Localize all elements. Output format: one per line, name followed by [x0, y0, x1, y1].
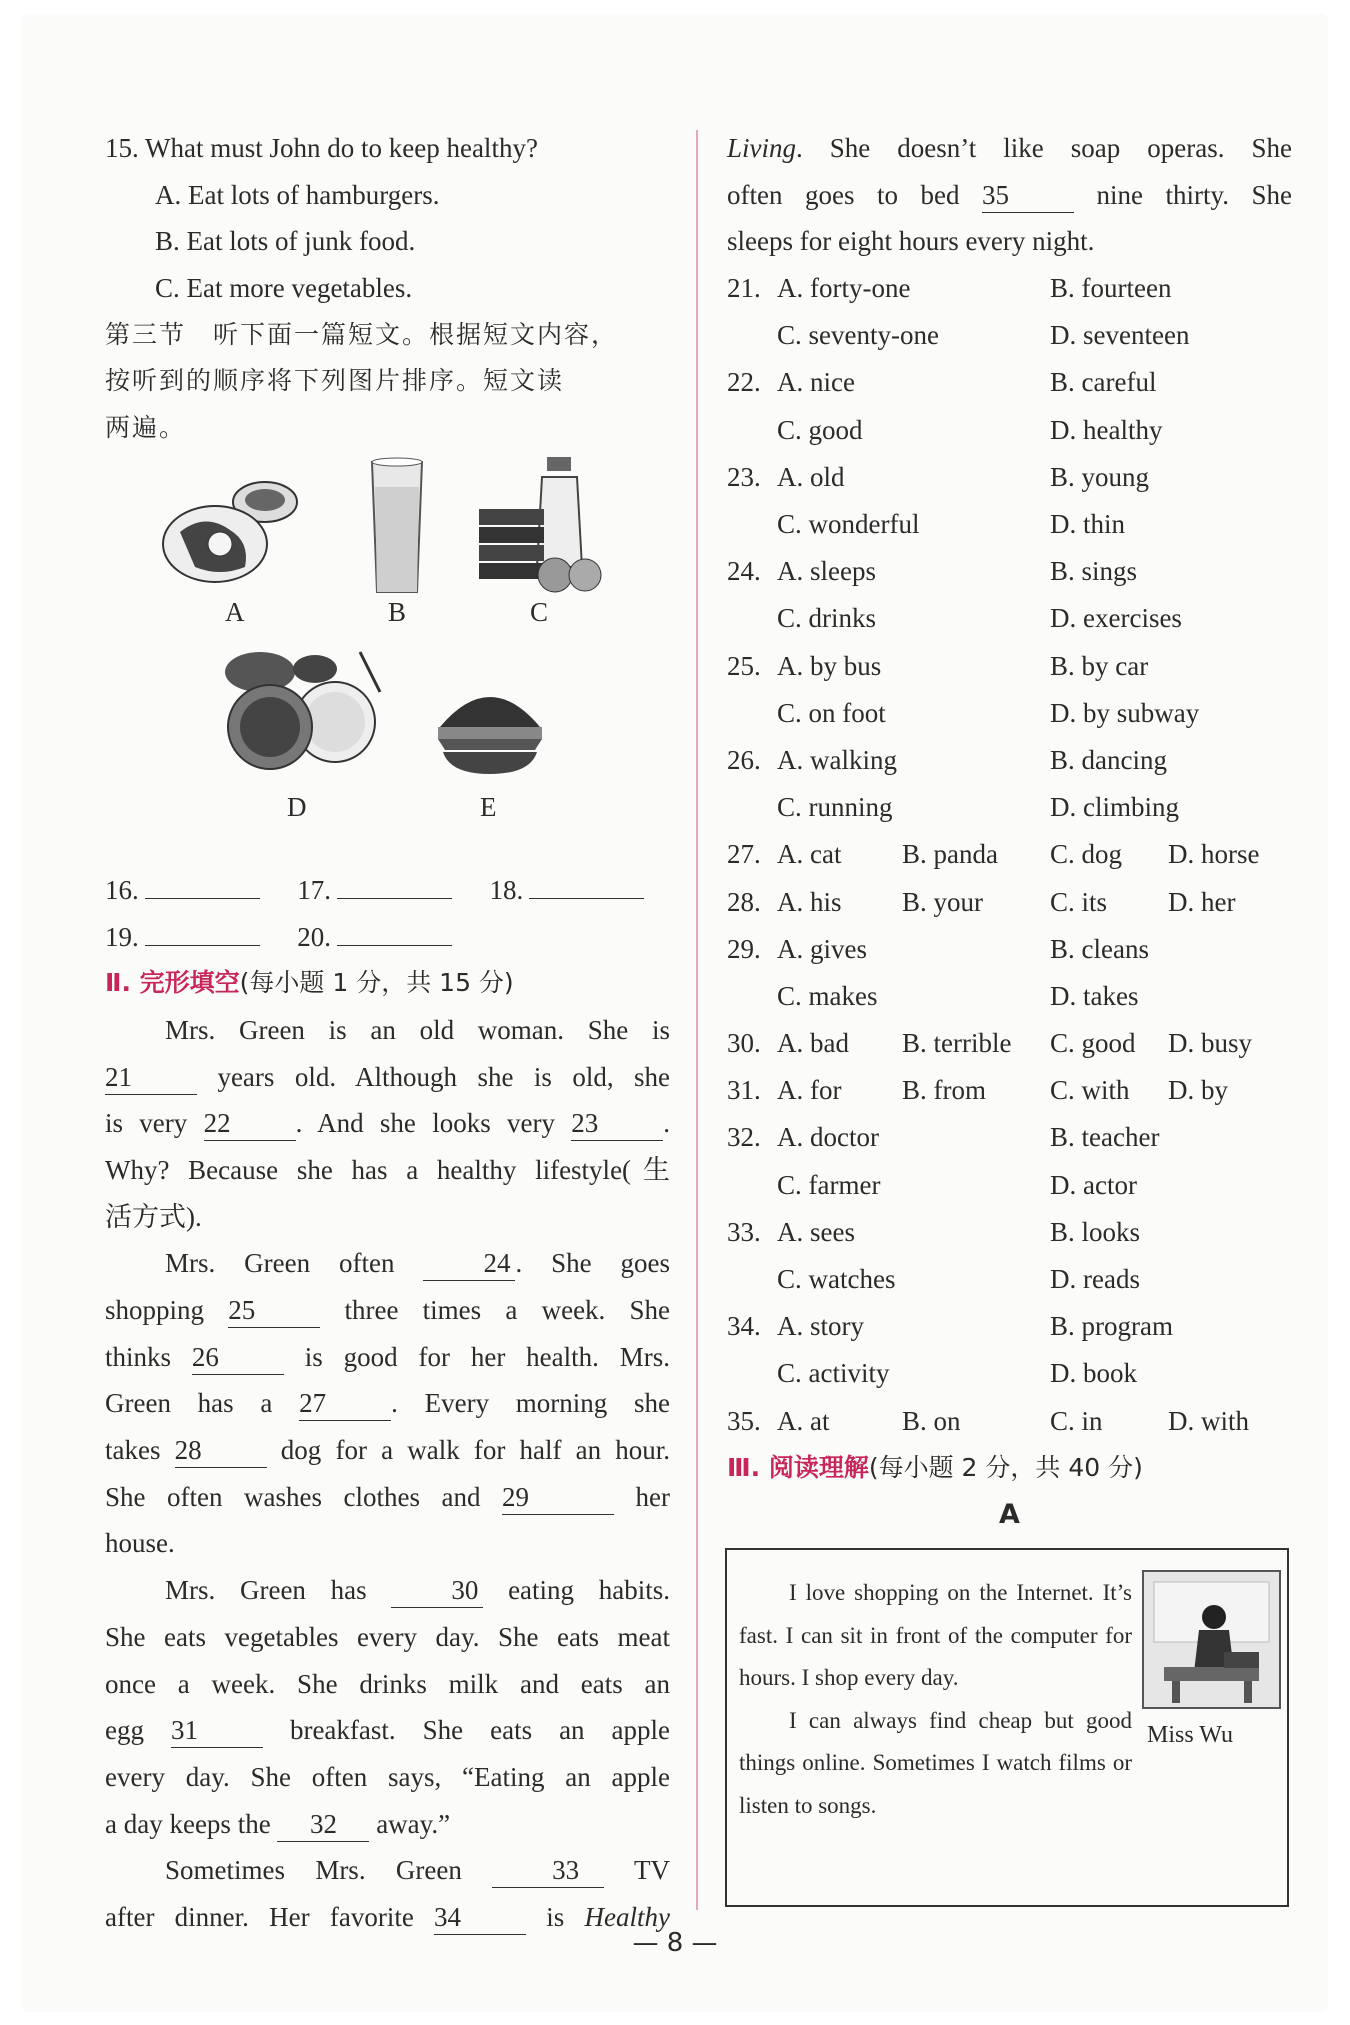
blank-29[interactable]: 29: [502, 1480, 614, 1515]
passage-line-17: every day. She often says, “Eating an apple: [105, 1761, 670, 1792]
blank-25[interactable]: 25: [228, 1293, 320, 1328]
reading-paragraph-2: I can always find cheap but good things online. Sometimes I watch films or listen to songs.: [739, 1707, 1132, 1818]
passage-text: .: [663, 1108, 671, 1139]
picture-set: [105, 452, 670, 867]
option-row-30: [727, 1020, 1292, 1067]
passage-text: thinks: [105, 1341, 172, 1372]
blank-33[interactable]: 33: [492, 1853, 604, 1888]
bread-bottle-eggs-picture: [477, 457, 602, 597]
passage-text: years old. Although she is old, she: [217, 1061, 670, 1092]
passage-text: breakfast. She eats an apple: [289, 1715, 671, 1746]
passage-line-10: [105, 1427, 670, 1474]
passage-text: three times a week. She: [344, 1295, 671, 1325]
option-d[interactable]: D. reads: [1050, 1264, 1140, 1294]
question-number: 28.: [727, 886, 761, 917]
option-a[interactable]: A. for: [777, 1075, 842, 1106]
q15-option-a: A. Eat lots of hamburgers.: [155, 179, 440, 210]
passage-text: takes: [105, 1435, 161, 1466]
option-a[interactable]: A. doctor: [777, 1122, 879, 1153]
option-c[interactable]: C. running: [777, 792, 893, 823]
option-b[interactable]: B. teacher: [1050, 1122, 1160, 1153]
passage-text: shopping: [105, 1295, 205, 1325]
photo-caption: Miss Wu: [1147, 1722, 1233, 1748]
option-d[interactable]: D. thin: [1050, 509, 1126, 539]
section3-line3: 两遍。: [105, 413, 187, 443]
reading-heading-note: (每小题 2 分，共 40 分): [868, 1452, 1143, 1482]
passage-line-8: [105, 1334, 670, 1381]
option-b[interactable]: B. careful: [1050, 367, 1157, 398]
answer-blank-20[interactable]: [337, 923, 452, 946]
option-a[interactable]: A. nice: [777, 367, 855, 398]
option-c[interactable]: C. farmer: [777, 1169, 881, 1200]
question-number: 31.: [727, 1075, 761, 1106]
passage-text: after dinner. Her favorite: [105, 1901, 414, 1932]
blank-24[interactable]: 24: [423, 1246, 515, 1281]
picture-label-a: A: [225, 596, 245, 627]
option-c[interactable]: C. good: [1050, 1028, 1136, 1059]
passage-line-3: [105, 1100, 670, 1147]
option-b[interactable]: B. cleans: [1050, 933, 1149, 964]
option-a[interactable]: A. walking: [777, 744, 897, 775]
option-a[interactable]: A. story: [777, 1311, 864, 1342]
option-d[interactable]: D. horse: [1168, 839, 1260, 870]
option-row-27: [727, 831, 1292, 878]
question-number: 34.: [727, 1311, 761, 1342]
passage-line-2: [105, 1054, 670, 1101]
option-c[interactable]: C. with: [1050, 1075, 1130, 1106]
passage-italic-text: Living: [727, 133, 797, 163]
passage-text: often goes to bed: [727, 179, 960, 210]
option-b[interactable]: B. by car: [1050, 650, 1149, 681]
option-d[interactable]: D. actor: [1050, 1169, 1137, 1200]
q15-stem: 15. What must John do to keep healthy?: [105, 133, 538, 163]
option-row-22-ab: [727, 359, 1292, 406]
vegetable-plates-picture: [160, 472, 300, 592]
passage-line-11: [105, 1474, 670, 1521]
passage-line-7: [105, 1287, 670, 1334]
passage-text: away.”: [376, 1808, 451, 1839]
passage-text: . She doesn’t like soap operas. She: [796, 133, 1292, 163]
option-c[interactable]: C. seventy-one: [777, 320, 939, 351]
option-c[interactable]: C. on foot: [777, 697, 886, 728]
option-row-34-ab: [727, 1303, 1292, 1350]
question-number: 21.: [727, 273, 761, 304]
blank-label-16: 16.: [105, 874, 139, 905]
answer-row-2: [105, 914, 670, 961]
passage-line-12: house.: [105, 1528, 175, 1559]
question-number: 29.: [727, 933, 761, 964]
section3-line2: 按听到的顺序将下列图片排序。短文读: [105, 366, 565, 396]
option-d[interactable]: D. exercises: [1050, 603, 1182, 634]
answer-blank-17[interactable]: [337, 876, 452, 899]
passage-text: is good for her health. Mrs.: [304, 1341, 671, 1372]
option-a[interactable]: A. old: [777, 461, 845, 492]
option-b[interactable]: B. young: [1050, 461, 1150, 492]
passage-cont-line-3: sleeps for eight hours every night.: [727, 226, 1095, 257]
blank-21[interactable]: 21: [105, 1060, 197, 1095]
option-a[interactable]: A. at: [777, 1405, 830, 1436]
option-c[interactable]: C. dog: [1050, 839, 1123, 870]
option-d[interactable]: D. takes: [1050, 980, 1139, 1011]
column-divider: [696, 130, 698, 1910]
passage-line-4: Why? Because she has a healthy lifestyle(生: [105, 1154, 670, 1185]
blank-30[interactable]: 30: [391, 1573, 483, 1608]
passage-text: nine thirty. She: [1096, 179, 1293, 210]
cloze-heading: [105, 960, 670, 1007]
passage-text: . Every morning she: [391, 1388, 671, 1419]
passage-cont-line-1: [727, 125, 1292, 172]
option-b[interactable]: B. from: [902, 1075, 986, 1106]
question-number: 33.: [727, 1216, 761, 1247]
blank-label-20: 20.: [297, 921, 331, 952]
picture-label-c: C: [530, 596, 549, 627]
option-row-21-cd: [727, 312, 1292, 359]
blank-32[interactable]: 32: [277, 1807, 369, 1842]
passage-line-16: [105, 1707, 670, 1754]
blank-23[interactable]: 23: [571, 1106, 663, 1141]
option-d[interactable]: D. by subway: [1050, 697, 1200, 728]
option-c[interactable]: C. drinks: [777, 603, 877, 634]
option-c[interactable]: C. good: [777, 414, 863, 445]
option-row-23-cd: [727, 501, 1292, 548]
hamburger-picture: [435, 682, 545, 777]
question-number: 25.: [727, 650, 761, 681]
milk-glass-picture: [367, 457, 427, 597]
option-row-32-ab: [727, 1114, 1292, 1161]
question-number: 24.: [727, 556, 761, 587]
option-d[interactable]: D. climbing: [1050, 792, 1179, 823]
passage-text: egg: [105, 1715, 144, 1746]
option-d[interactable]: D. with: [1168, 1405, 1249, 1436]
option-row-32-cd: [727, 1162, 1292, 1209]
blank-22[interactable]: 22: [204, 1106, 296, 1141]
option-a[interactable]: A. forty-one: [777, 273, 911, 304]
passage-text: is very: [105, 1108, 188, 1139]
blank-28[interactable]: 28: [175, 1433, 267, 1468]
passage-italic-text: Healthy: [584, 1901, 671, 1932]
blank-27[interactable]: 27: [299, 1386, 391, 1421]
option-row-24-cd: [727, 595, 1292, 642]
answer-row-1: [105, 867, 670, 914]
cloze-heading-title: Ⅱ. 完形填空: [105, 968, 240, 998]
page-number: — 8 —: [632, 1928, 718, 1958]
option-row-24-ab: [727, 548, 1292, 595]
blank-26[interactable]: 26: [192, 1340, 284, 1375]
passage-text: TV: [634, 1855, 671, 1886]
passage-line-18: [105, 1801, 670, 1848]
reading-passage-box: [725, 1548, 1289, 1907]
passage-text: eating habits.: [508, 1575, 671, 1606]
picture-label-b: B: [388, 596, 407, 627]
option-d[interactable]: D. by: [1168, 1075, 1228, 1106]
blank-label-18: 18.: [489, 874, 524, 905]
passage-text: Sometimes Mrs. Green: [165, 1855, 462, 1886]
picture-label-d: D: [287, 791, 307, 822]
option-a[interactable]: A. gives: [777, 933, 867, 964]
option-c[interactable]: C. in: [1050, 1405, 1103, 1436]
question-number: 27.: [727, 839, 761, 870]
option-a[interactable]: A. sees: [777, 1216, 855, 1247]
passage-line-1: Mrs. Green is an old woman. She is: [165, 1014, 670, 1045]
option-d[interactable]: D. healthy: [1050, 414, 1163, 445]
option-row-26-cd: [727, 784, 1292, 831]
question-number: 23.: [727, 461, 761, 492]
option-row-22-cd: [727, 407, 1292, 454]
option-a[interactable]: A. his: [777, 886, 842, 917]
option-b[interactable]: B. fourteen: [1050, 273, 1172, 304]
passage-text: dog for a walk for half an hour.: [280, 1435, 670, 1466]
answer-blank-18[interactable]: [529, 876, 644, 899]
right-column: [727, 125, 1292, 1538]
option-d[interactable]: D. seventeen: [1050, 320, 1190, 351]
option-b[interactable]: B. your: [902, 886, 983, 917]
option-row-29-cd: [727, 973, 1292, 1020]
option-row-33-ab: [727, 1209, 1292, 1256]
option-d[interactable]: D. her: [1168, 886, 1236, 917]
reading-paragraph-1: I love shopping on the Internet. It’s fast. I can sit in front of the computer for hours. I shop every day.: [739, 1580, 1132, 1690]
option-row-33-cd: [727, 1256, 1292, 1303]
passage-text: her: [635, 1481, 670, 1512]
option-row-26-ab: [727, 737, 1292, 784]
option-row-34-cd: [727, 1350, 1292, 1397]
option-c[interactable]: C. its: [1050, 886, 1108, 917]
option-row-25-ab: [727, 643, 1292, 690]
option-b[interactable]: B. terrible: [902, 1028, 1012, 1059]
left-column: [105, 125, 670, 1941]
meal-bowls-picture: [215, 647, 385, 772]
section3-line1: 第三节 听下面一篇短文。根据短文内容，: [105, 319, 619, 349]
option-b[interactable]: B. program: [1050, 1311, 1173, 1342]
reading-passage-text: [739, 1572, 1132, 1827]
passage-line-14: She eats vegetables every day. She eats meat: [105, 1621, 670, 1652]
passage-text: Green has a: [105, 1388, 273, 1419]
option-b[interactable]: B. dancing: [1050, 744, 1167, 775]
option-a[interactable]: A. sleeps: [777, 556, 876, 587]
option-d[interactable]: D. book: [1050, 1358, 1137, 1389]
passage-line-6: [105, 1240, 670, 1287]
blank-34[interactable]: 34: [434, 1900, 526, 1935]
passage-line-15: once a week. She drinks milk and eats an: [105, 1668, 670, 1699]
answer-blank-19[interactable]: [145, 923, 260, 946]
passage-line-13: [105, 1567, 670, 1614]
option-b[interactable]: B. looks: [1050, 1216, 1141, 1247]
passage-text: Mrs. Green often: [165, 1248, 395, 1279]
reading-heading-title: Ⅲ. 阅读理解: [727, 1452, 869, 1482]
option-d[interactable]: D. busy: [1168, 1028, 1253, 1059]
woman-at-computer-photo: [1142, 1570, 1281, 1709]
passage-text: Mrs. Green has: [165, 1575, 367, 1606]
blank-label-19: 19.: [105, 921, 139, 952]
option-c[interactable]: C. wonderful: [777, 509, 920, 539]
passage-cont-line-2: [727, 172, 1292, 219]
option-b[interactable]: B. on: [902, 1405, 961, 1436]
option-b[interactable]: B. panda: [902, 839, 998, 870]
passage-line-9: [105, 1380, 670, 1427]
passage-text: She often washes clothes and: [105, 1481, 481, 1512]
option-b[interactable]: B. sings: [1050, 556, 1138, 587]
option-a[interactable]: A. by bus: [777, 650, 882, 681]
cloze-heading-note: (每小题 1 分，共 15 分): [239, 968, 514, 998]
question-number: 30.: [727, 1028, 761, 1059]
option-row-23-ab: [727, 454, 1292, 501]
option-row-21-ab: [727, 265, 1292, 312]
q15-option-c: C. Eat more vegetables.: [155, 273, 413, 304]
option-row-31: [727, 1067, 1292, 1114]
passage-line-5: 活方式).: [105, 1201, 202, 1232]
option-row-28: [727, 879, 1292, 926]
answer-blank-16[interactable]: [145, 876, 260, 899]
passage-label: A: [999, 1499, 1020, 1531]
option-c[interactable]: C. makes: [777, 980, 878, 1011]
question-number: 35.: [727, 1405, 761, 1436]
passage-text: a day keeps the: [105, 1808, 271, 1839]
picture-label-e: E: [480, 791, 497, 822]
option-row-35: [727, 1398, 1292, 1445]
passage-line-19: [105, 1847, 670, 1894]
reading-heading: [727, 1445, 1292, 1492]
question-number: 22.: [727, 367, 761, 398]
question-number: 26.: [727, 744, 761, 775]
q15-option-b: B. Eat lots of junk food.: [155, 226, 416, 257]
passage-text: . And she looks very: [295, 1108, 555, 1139]
blank-label-17: 17.: [297, 874, 331, 905]
blank-31[interactable]: 31: [171, 1713, 263, 1748]
passage-text: . She goes: [515, 1248, 670, 1279]
option-row-25-cd: [727, 690, 1292, 737]
option-row-29-ab: [727, 926, 1292, 973]
option-a[interactable]: A. bad: [777, 1028, 849, 1059]
passage-text: is: [546, 1901, 565, 1932]
option-a[interactable]: A. cat: [777, 839, 842, 870]
blank-35[interactable]: 35: [982, 178, 1074, 213]
option-c[interactable]: C. watches: [777, 1264, 896, 1294]
option-c[interactable]: C. activity: [777, 1358, 890, 1389]
question-number: 32.: [727, 1122, 761, 1153]
